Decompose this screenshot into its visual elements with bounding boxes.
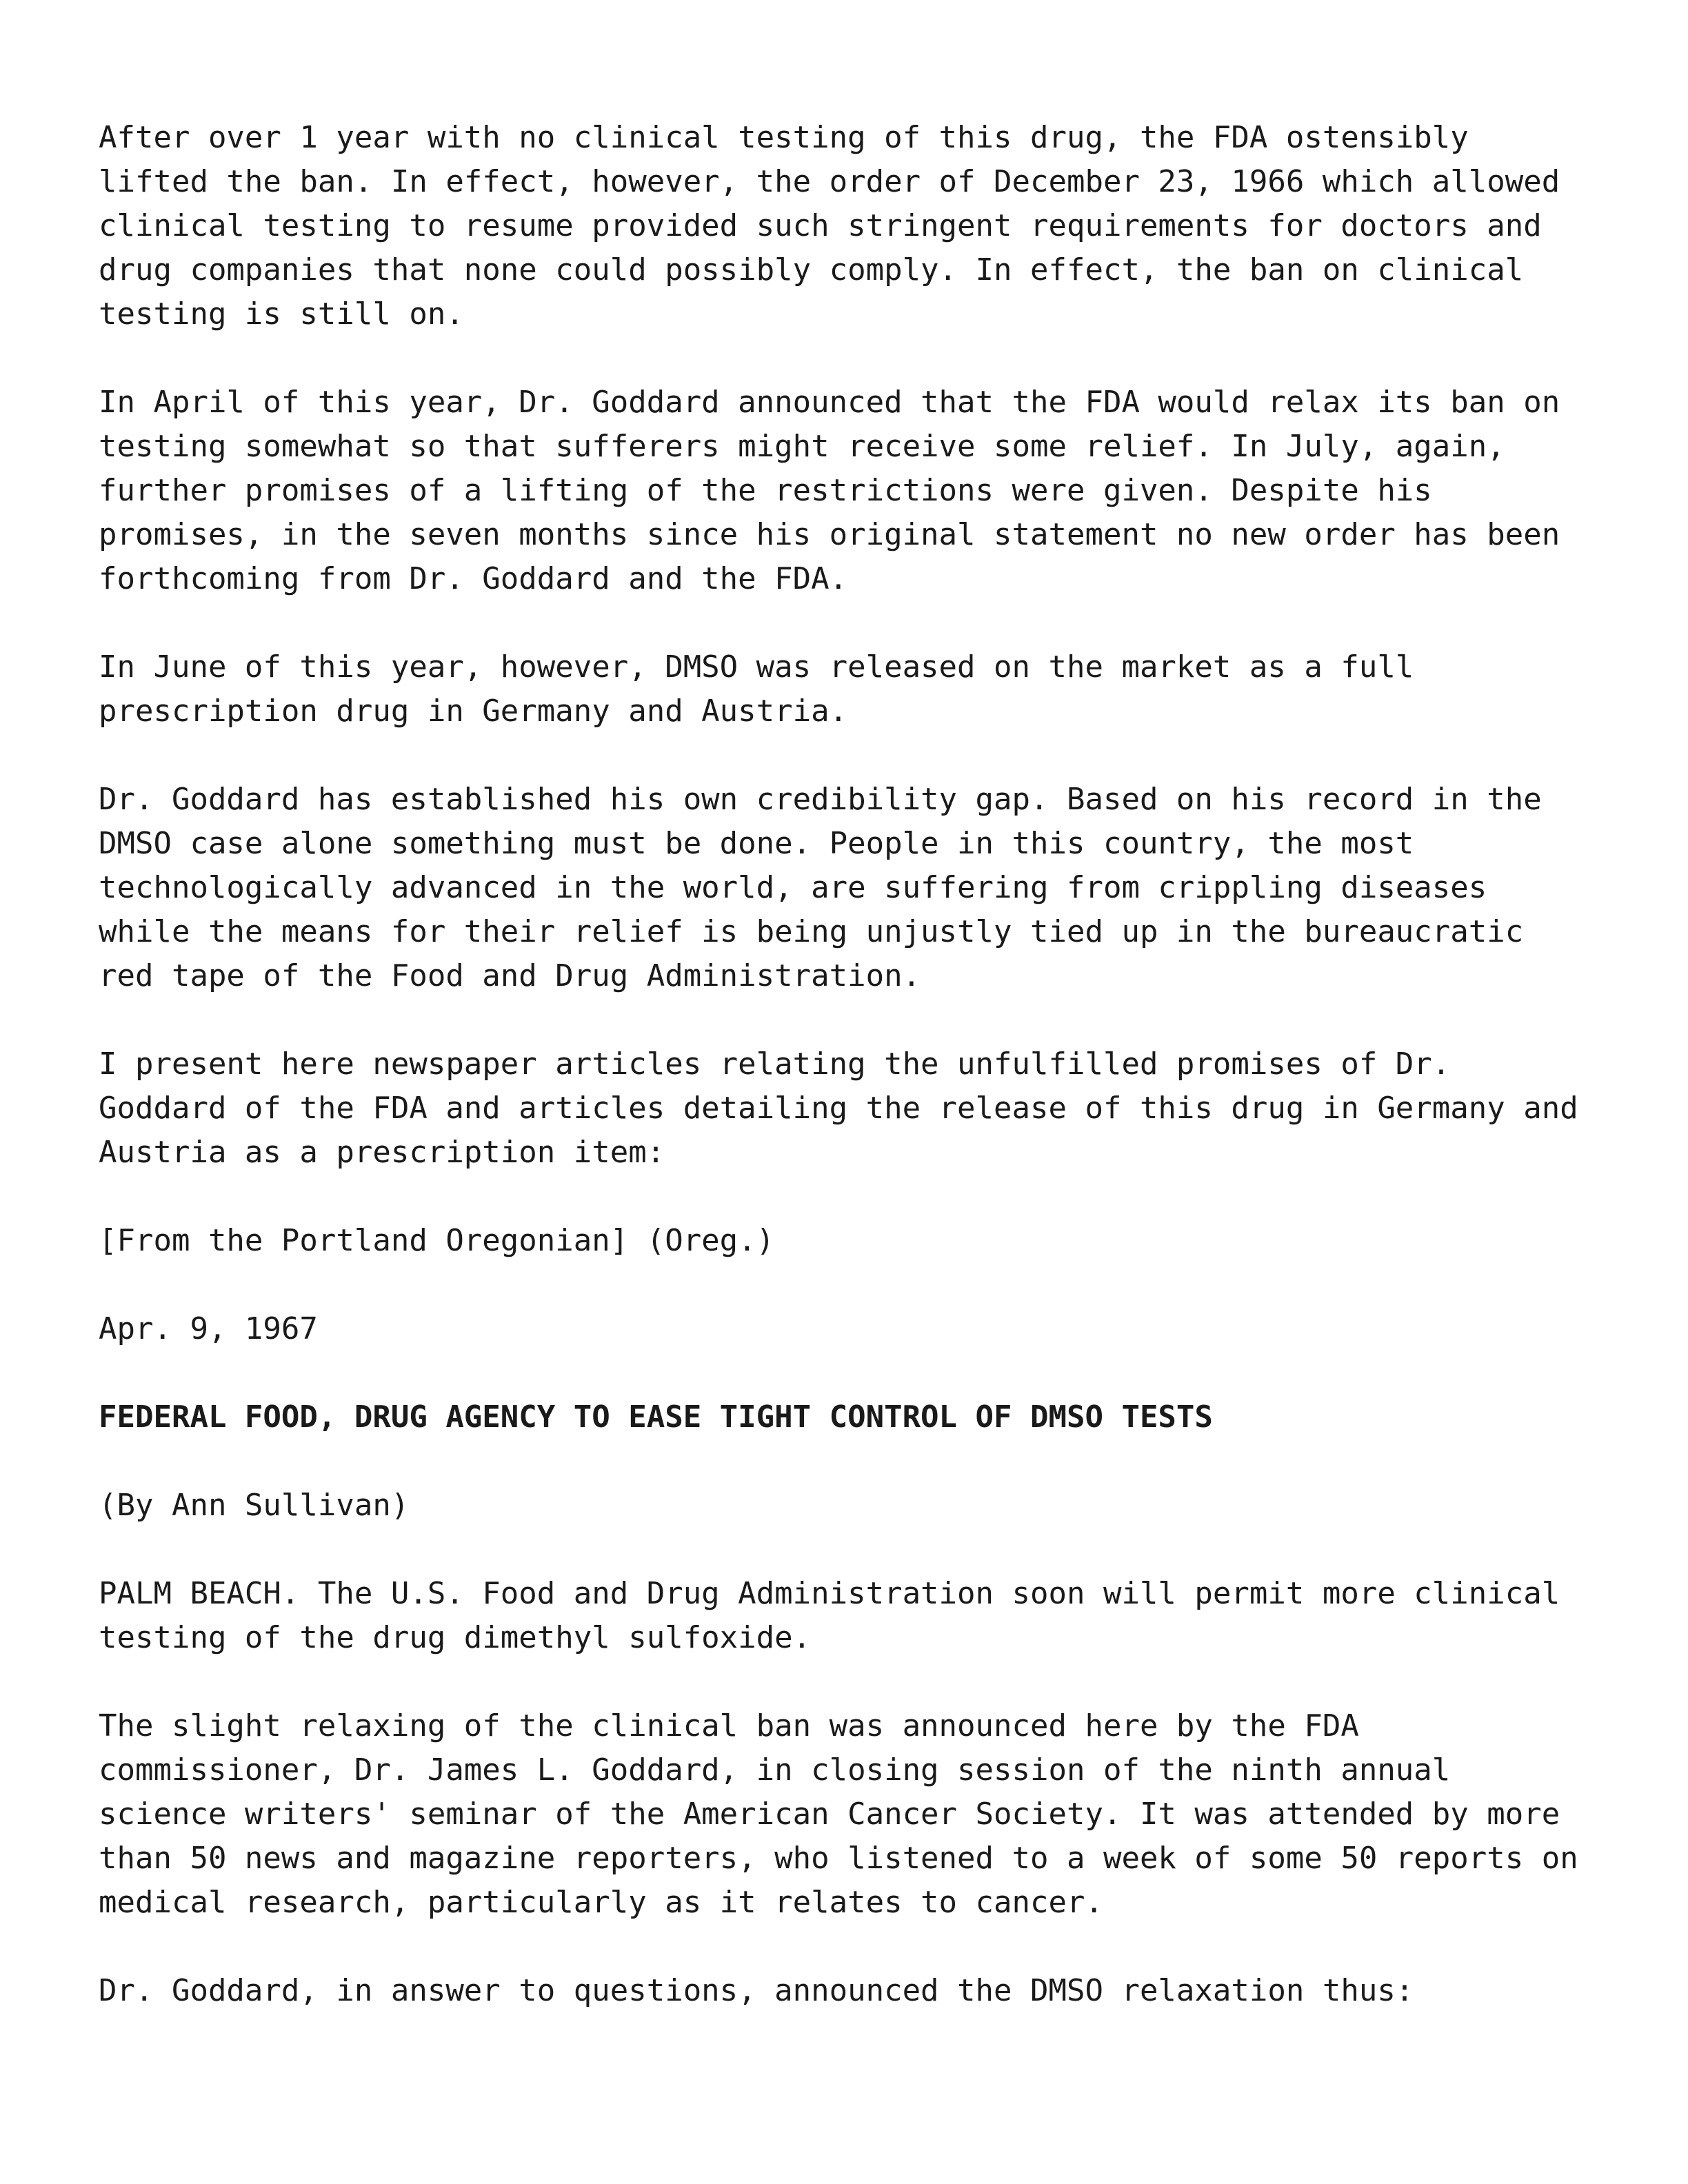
paragraph-june-release: In June of this year, however, DMSO was released on the market as a full prescription drug in Germany and Austria. — [99, 649, 1414, 729]
paragraph-goddard-answer: Dr. Goddard, in answer to questions, announced the DMSO relaxation thus: — [99, 1973, 1414, 2008]
paragraph-articles-intro: I present here newspaper articles relating the unfulfilled promises of Dr. Goddard of the FDA and articles detailing the release of this drug in Germany and Austria as a prescription item: — [99, 1046, 1578, 1170]
date-line: Apr. 9, 1967 — [99, 1311, 318, 1346]
paragraph-credibility-gap: Dr. Goddard has established his own credibility gap. Based on his record in the DMSO case alone something must be done. People in this country, the most technologically advanced in the world, are suffering from crippling diseases while the means for their relief is being unjustly tied up in the bureaucratic red tape of the Food and Drug Administration. — [99, 782, 1542, 993]
byline: (By Ann Sullivan) — [99, 1488, 410, 1523]
paragraph-palm-beach: PALM BEACH. The U.S. Food and Drug Administration soon will permit more clinical testing of the drug dimethyl sulfoxide. — [99, 1576, 1560, 1655]
paragraph-april-announcement: In April of this year, Dr. Goddard announced that the FDA would relax its ban on testing somewhat so that sufferers might receive some relief. In July, again, further promises of a lifting of the restrictions were given. Despite his promises, in the seven months since his original statement no new order has been forthcoming from Dr. Goddard and the FDA. — [99, 385, 1560, 596]
source-line: [From the Portland Oregonian] (Oreg.) — [99, 1223, 775, 1258]
document-page — [99, 116, 1616, 2057]
paragraph-ban-lifted: After over 1 year with no clinical testing of this drug, the FDA ostensibly lifted the ban. In effect, however, the order of December 23, 1966 which allowed clinical testing to resume provided such stringent requirements for doctors and drug companies that none could possibly comply. In effect, the ban on clinical testing is still on. — [99, 120, 1560, 332]
paragraph-seminar: The slight relaxing of the clinical ban was announced here by the FDA commissioner, Dr. James L. Goddard, in closing session of the ninth annual science writers' seminar of the American Cancer Society. It was attended by more than 50 news and magazine reporters, who listened to a week of some 50 reports on medical research, particularly as it relates to cancer. — [99, 1708, 1578, 1920]
article-headline: FEDERAL FOOD, DRUG AGENCY TO EASE TIGHT CONTROL OF DMSO TESTS — [99, 1399, 1213, 1435]
